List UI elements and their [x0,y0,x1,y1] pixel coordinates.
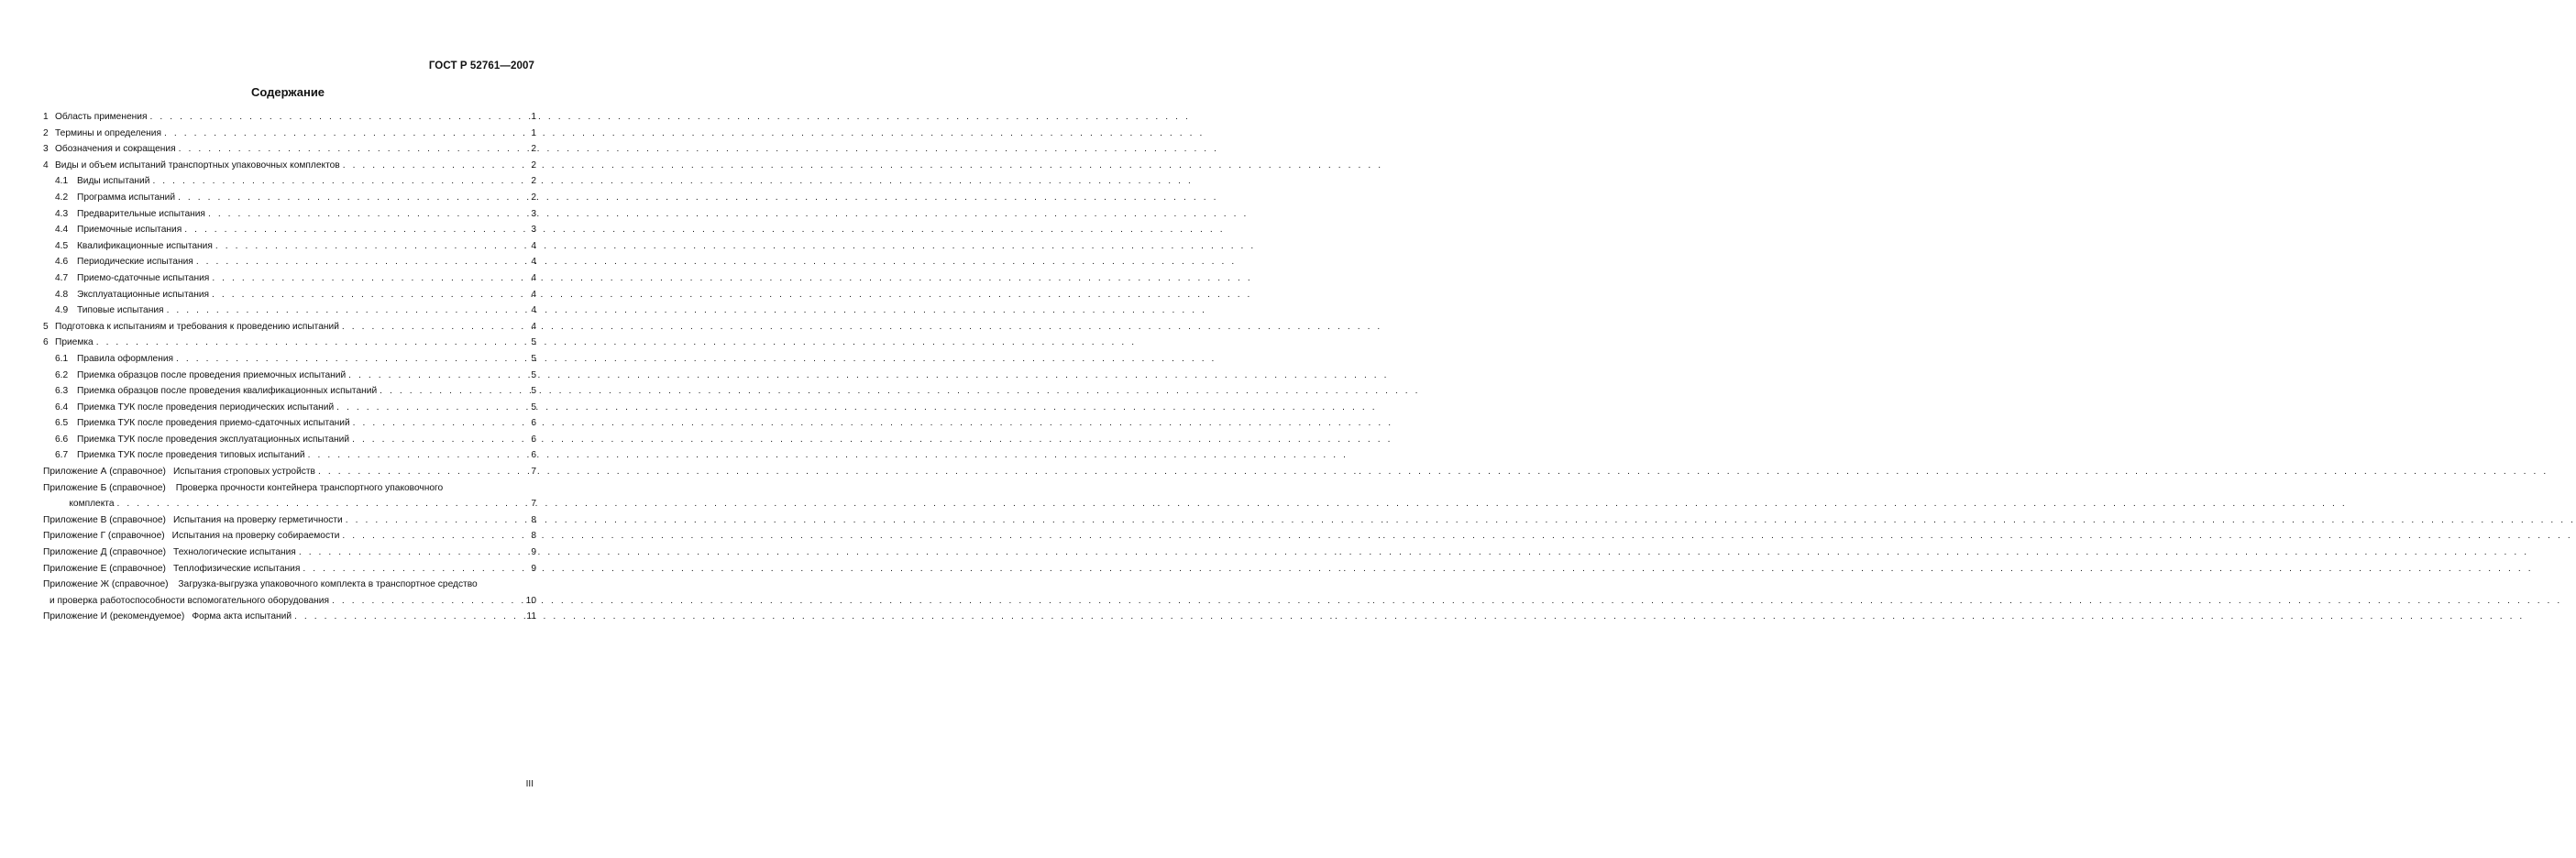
toc-entry-page: 4 [531,240,536,251]
toc-entry-text: Термины и определения [55,127,161,138]
dot-leader [94,335,529,351]
dot-leader [340,158,529,174]
toc-entry-page: 5 [531,386,536,397]
appendix-title: Загрузка-выгрузка упаковочного комплекта в транспортное средство [178,579,478,590]
toc-entry-text: Приемка ТУК после проведения эксплуатационных испытаний [77,434,350,445]
toc-entry-page: 11 [526,611,536,622]
toc-entry[interactable] [43,287,536,303]
document-code: ГОСТ Р 52761—2007 [428,60,534,72]
toc-entry-number: 4.1 [55,176,69,187]
toc-entry-number: 3 [43,144,49,155]
toc-appendix[interactable] [43,609,2525,625]
toc-entry-number: 6.3 [55,386,69,397]
toc-entry[interactable] [43,126,536,142]
toc-entry-page: 8 [531,514,536,525]
toc-entry-number: 4.6 [55,257,69,268]
toc-entry-text: Приемка ТУК после проведения приемо-сдаточных испытаний [77,418,350,429]
toc-entry-text: Обозначения и сокращения [55,144,176,155]
toc-entry[interactable] [43,206,536,223]
appendix-title: Проверка прочности контейнера транспортного упаковочного [175,482,444,493]
dot-leader [205,206,529,223]
toc-entry-text: Приемка [55,337,94,348]
toc-entry-text: Приемка ТУК после проведения типовых испытаний [77,450,305,461]
appendix-label: Приложение Ж (справочное) [43,579,169,590]
dot-leader [173,351,529,368]
dot-leader [209,270,529,287]
toc-entry-text: Приемка ТУК после проведения периодических испытаний [77,402,335,412]
toc-entry-number: 6.2 [55,369,69,380]
dot-leader [377,383,529,400]
toc-appendix[interactable] [43,512,2576,529]
toc-entry-text: Приемка образцов после проведения квалификационных испытаний [77,386,378,397]
dot-leader: . . . . . . . . . . . . . . . . . . . . . . . . . . . . . . . . . . . . . . . . . . . . . . . . . . . . . . . . . . . . . . . . . . . . . . . . . . . . . . . . . . . . . . . . . . . . . . . . . . . . . . . . . . . . . . . . . . . . . . . . . . . [343,512,529,529]
toc-entry[interactable] [43,190,536,206]
appendix-label: Приложение В (справочное) [43,514,166,525]
toc-appendix[interactable] [43,544,2529,561]
dot-leader [182,222,529,238]
appendix-title: Испытания на проверку герметичности [172,514,343,525]
toc-entry-number: 4.9 [55,305,69,316]
appendix-title: Технологические испытания [173,547,296,558]
toc-entry[interactable] [43,447,536,464]
toc-entry-page: 6 [531,450,536,461]
toc-entry[interactable] [43,109,536,126]
toc-entry[interactable] [43,141,536,158]
toc-entry[interactable] [43,254,536,270]
appendix-title-continuation: комплекта [69,499,115,510]
appendix-title: Теплофизические испытания [172,563,301,574]
toc-entry[interactable] [43,238,536,255]
toc-entry-page: 1 [531,127,536,138]
toc-entry-page: 5 [531,402,536,412]
toc-entry-page: 2 [531,144,536,155]
appendix-title: Испытания строповых устройств [172,467,315,478]
toc-entry-number: 6.7 [55,450,69,461]
toc-entry-number: 2 [43,127,49,138]
dot-leader: . . . . . . . . . . . . . . . . . . . . . . . . . . . . . . . . . . . . . . . . . . . . . . . . . . . . . . . . . . . . . . . . . . . . . . . . . . . . . . . . . . . . . . . . . . . . . . . . . . . . . . . . . . . . . . . . . . . . . . . . . . . [296,544,529,561]
toc-entry-page: 7 [531,467,536,478]
appendix-title: Форма акта испытаний [192,611,292,622]
toc-entry-number: 4.3 [55,208,69,219]
toc-entry-page: 5 [531,369,536,380]
toc-entry-page: 2 [531,192,536,203]
toc-entry[interactable] [43,222,536,238]
dot-leader [175,190,529,206]
dot-leader: . . . . . . . . . . . . . . . . . . . . . . . . . . . . . . . . . . . . . . . . . . . . . . . . . . . . . . . . . . . . . . . . . . . . . . . . . . . . . . . . . . . . . . . . . . . . . . . . . . . . . . . . . . . . . . . . . . . . . . . . . . . [329,593,526,610]
toc-entry-page: 4 [531,321,536,332]
toc-entry[interactable] [43,173,536,190]
toc-entry[interactable] [43,335,536,351]
toc-entry-number: 6 [43,337,49,348]
dot-leader [161,126,529,142]
toc-entry-text: Виды испытаний [77,176,150,187]
toc-entry[interactable] [43,415,536,432]
dot-leader [350,415,529,432]
toc-entry-number: 4.8 [55,289,69,300]
toc-entry[interactable] [43,158,536,174]
toc-entry-number: 6.5 [55,418,69,429]
toc-entry-number: 6.4 [55,402,69,412]
toc-appendix[interactable] [43,577,2562,609]
toc-entry-text: Периодические испытания [77,257,193,268]
dot-leader [346,368,529,384]
toc-appendix[interactable] [43,528,2573,544]
dot-leader [193,254,529,270]
toc-entry-text: Программа испытаний [77,192,176,203]
toc-entry-page: 2 [531,160,536,170]
toc-entry-text: Эксплуатационные испытания [77,289,210,300]
dot-leader: . . . . . . . . . . . . . . . . . . . . . . . . . . . . . . . . . . . . . . . . . . . . . . . . . . . . . . . . . . . . . . . . . . . . . . . . . . . . . . . . . . . . . . . . . . . . . . . . . . . . . . . . . . . . . . . . . . . . . . . . . . . [115,496,530,512]
toc-entry-page: 3 [531,225,536,236]
toc-entry-number: 4.5 [55,240,69,251]
toc-entry-page: 4 [531,257,536,268]
toc-entry-text: Область применения [55,112,148,122]
toc-entry-number: 6.6 [55,434,69,445]
toc-entry-page: 4 [531,272,536,283]
toc-entry-text: Приемо-сдаточные испытания [77,272,210,283]
toc-entry-page: 4 [531,289,536,300]
toc-entry-text: Квалификационные испытания [77,240,213,251]
dot-leader [349,432,529,448]
appendix-label: Приложение Д (справочное) [43,547,167,558]
toc-entry-page: 7 [531,499,536,510]
toc-appendix[interactable] [43,561,2534,578]
toc-entry-page: 1 [531,112,536,122]
dot-leader [209,287,529,303]
toc-entry[interactable] [43,383,536,400]
appendix-title-continuation: и проверка работоспособности вспомогательного оборудования [49,595,330,606]
toc-appendix[interactable] [43,480,2348,512]
toc-entry-number: 4.7 [55,272,69,283]
appendix-label: Приложение Б (справочное) [43,482,166,493]
toc-entry-number: 6.1 [55,353,69,364]
toc-entry-text: Приемка образцов после проведения приемочных испытаний [77,369,347,380]
toc-entry-page: 4 [531,305,536,316]
toc-title: Содержание [250,85,325,99]
toc-entry[interactable] [43,319,536,336]
toc-entry-text: Правила оформления [77,353,174,364]
toc-entry[interactable] [43,302,536,319]
toc-entry-page: 5 [531,353,536,364]
toc-entry-number: 4.2 [55,192,69,203]
toc-entry[interactable] [43,368,536,384]
toc-entry[interactable] [43,270,536,287]
appendix-label: Приложение Е (справочное) [43,563,166,574]
toc-entry-number: 1 [43,112,49,122]
dot-leader [147,109,529,126]
toc-entry-page: 9 [531,563,536,574]
appendix-label: Приложение А (справочное) [43,467,166,478]
toc-entry-text: Предварительные испытания [77,208,205,219]
dot-leader: . . . . . . . . . . . . . . . . . . . . . . . . . . . . . . . . . . . . . . . . . . . . . . . . . . . . . . . . . . . . . . . . . . . . . . . . . . . . . . . . . . . . . . . . . . . . . . . . . . . . . . . . . . . . . . . . . . . . . . . . . . . [339,528,529,544]
toc-entry[interactable] [43,400,536,416]
page-number: III [525,779,534,789]
dot-leader: . . . . . . . . . . . . . . . . . . . . . . . . . . . . . . . . . . . . . . . . . . . . . . . . . . . . . . . . . . . . . . . . . . . . . . . . . . . . . . . . . . . . . . . . . . . . . . . . . . . . . . . . . . . . . . . . . . . . . . . . . . . [300,561,529,578]
table-of-contents [43,109,2576,625]
dot-leader [149,173,529,190]
toc-entry-page: 9 [531,547,536,558]
dot-leader [305,447,529,464]
dot-leader [164,302,529,319]
toc-entry-text: Типовые испытания [77,305,164,316]
appendix-label: Приложение Г (справочное) [43,531,165,542]
toc-entry-number: 4 [43,160,49,170]
appendix-label: Приложение И (рекомендуемое) [43,611,185,622]
toc-entry-page: 8 [531,531,536,542]
dot-leader [334,400,529,416]
toc-entry[interactable] [43,351,536,368]
dot-leader: . . . . . . . . . . . . . . . . . . . . . . . . . . . . . . . . . . . . . . . . . . . . . . . . . . . . . . . . . . . . . . . . . . . . . . . . . . . . . . . . . . . . . . . . . . . . . . . . . . . . . . . . . . . . . . . . . . . . . . . . . . . [315,464,529,480]
toc-entry-number: 4.4 [55,225,69,236]
toc-entry-page: 3 [531,208,536,219]
toc-entry-page: 5 [531,337,536,348]
toc-entry-text: Виды и объем испытаний транспортных упаковочных комплектов [55,160,340,170]
toc-entry-text: Приемочные испытания [77,225,182,236]
dot-leader [339,319,529,336]
toc-entry-page: 2 [531,176,536,187]
toc-entry-text: Подготовка к испытаниям и требования к проведению испытаний [55,321,339,332]
dot-leader [213,238,529,255]
toc-entry-page: 10 [525,595,536,606]
dot-leader [176,141,529,158]
toc-appendix[interactable] [43,464,2548,480]
dot-leader: . . . . . . . . . . . . . . . . . . . . . . . . . . . . . . . . . . . . . . . . . . . . . . . . . . . . . . . . . . . . . . . . . . . . . . . . . . . . . . . . . . . . . . . . . . . . . . . . . . . . . . . . . . . . . . . . . . . . . . . . . . . [292,609,526,625]
toc-entry[interactable] [43,432,536,448]
toc-entry-page: 6 [531,434,536,445]
appendix-title: Испытания на проверку собираемости [171,531,340,542]
toc-entry-number: 5 [43,321,49,332]
toc-entry-page: 6 [531,418,536,429]
